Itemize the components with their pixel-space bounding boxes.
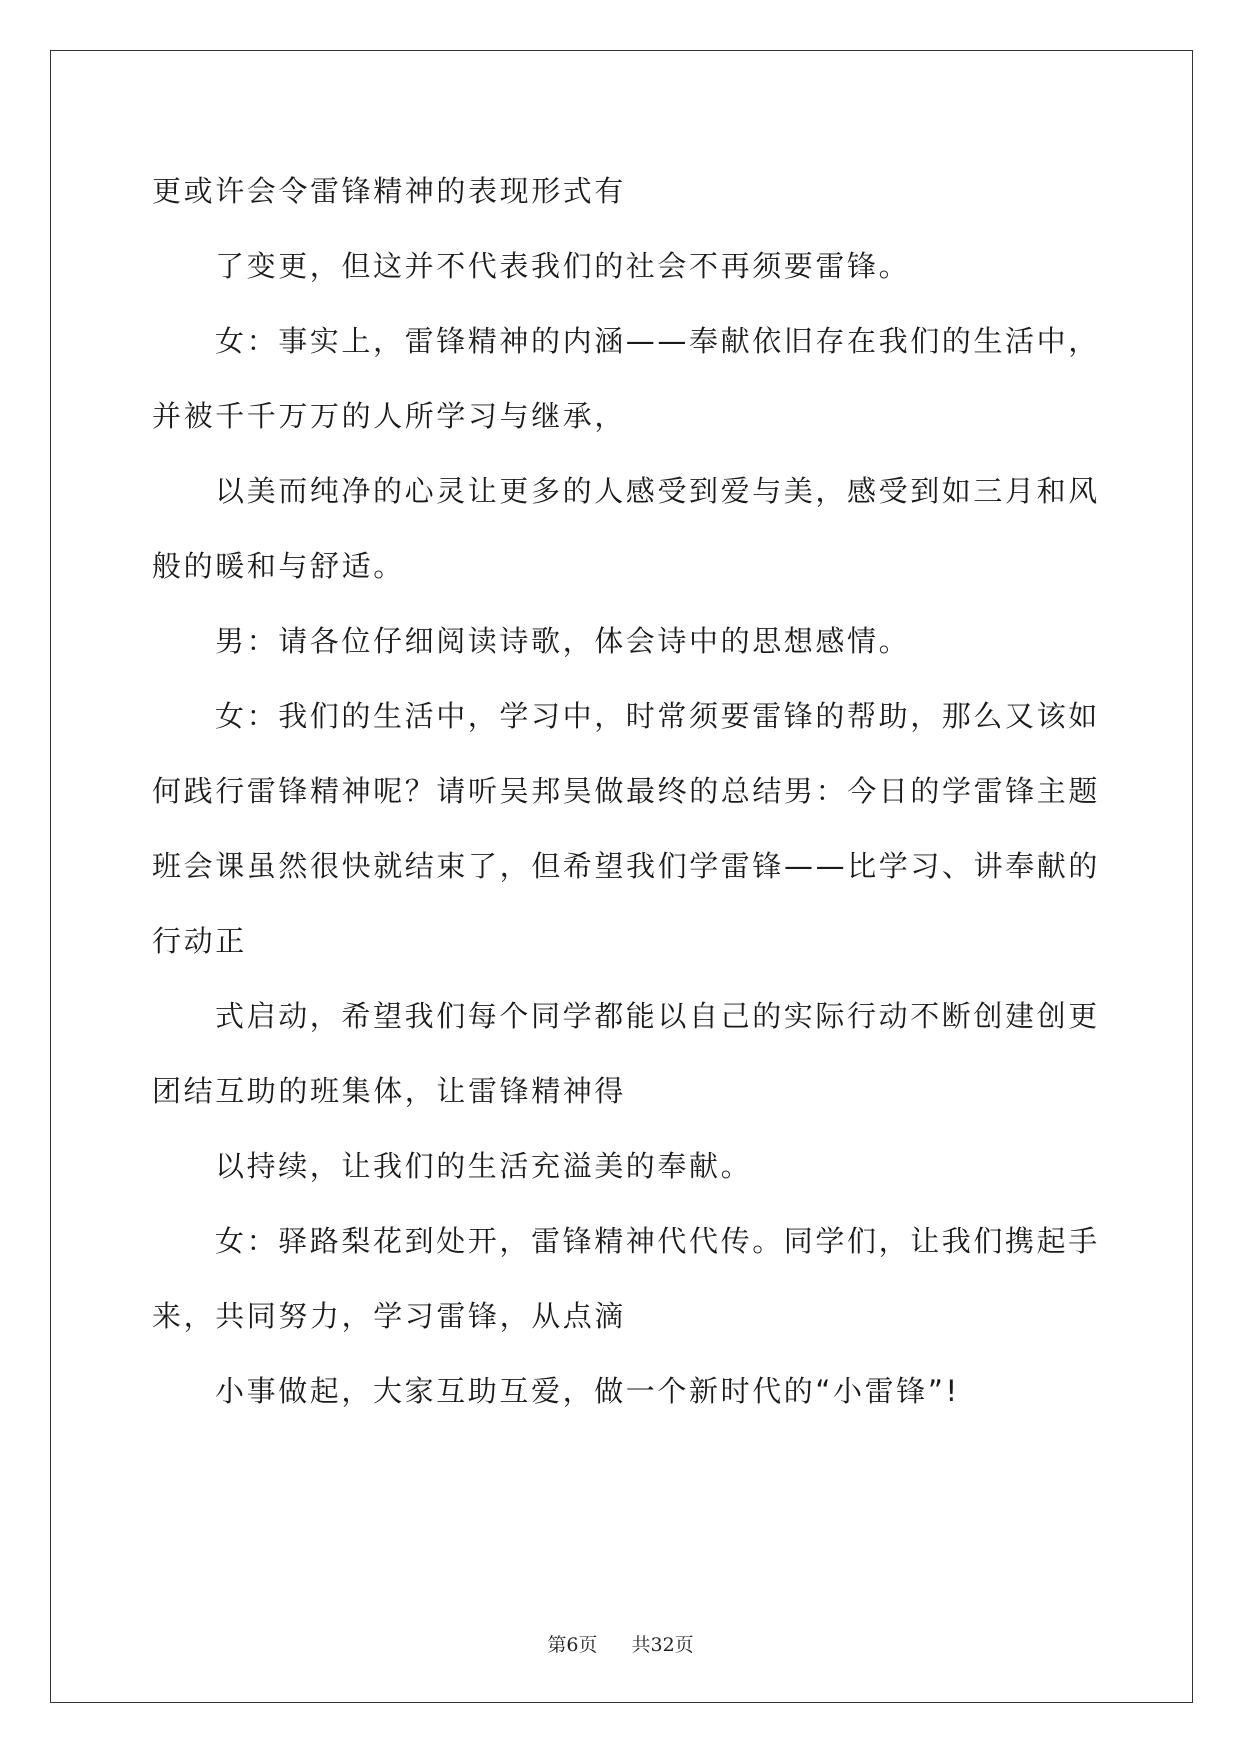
page-footer <box>0 1630 1241 1657</box>
text-line-9: 何践行雷锋精神呢？请听吴邦昊做最终的总结男：今日的学雷锋主题 <box>152 774 1101 808</box>
text-line-12: 式启动，希望我们每个同学都能以自己的实际行动不断创建创更 <box>215 999 1100 1033</box>
text-line-2: 了变更，但这并不代表我们的社会不再须要雷锋。 <box>215 249 911 283</box>
page-total: 共32页 <box>631 1634 694 1656</box>
text-line-6: 般的暖和与舒适。 <box>152 549 405 583</box>
document-body <box>152 168 1101 1443</box>
text-line-13: 团结互助的班集体，让雷锋精神得 <box>152 1074 627 1108</box>
page-number: 第6页 <box>547 1634 598 1656</box>
text-line-7: 男：请各位仔细阅读诗歌，体会诗中的思想感情。 <box>215 624 911 658</box>
text-line-8: 女：我们的生活中，学习中，时常须要雷锋的帮助，那么又该如 <box>215 699 1100 733</box>
text-line-4: 并被千千万万的人所学习与继承， <box>152 399 627 433</box>
text-line-17: 小事做起，大家互助互爱，做一个新时代的“小雷锋”! <box>215 1374 960 1408</box>
text-line-15: 女：驿路梨花到处开，雷锋精神代代传。同学们，让我们携起手 <box>215 1224 1100 1258</box>
text-line-5: 以美而纯净的心灵让更多的人感受到爱与美，感受到如三月和风 <box>215 474 1100 508</box>
text-line-11: 行动正 <box>152 924 247 958</box>
text-line-14: 以持续，让我们的生活充溢美的奉献。 <box>215 1149 753 1183</box>
text-line-16: 来，共同努力，学习雷锋，从点滴 <box>152 1299 627 1333</box>
text-line-10: 班会课虽然很快就结束了，但希望我们学雷锋——比学习、讲奉献的 <box>152 849 1101 883</box>
text-line-3: 女：事实上，雷锋精神的内涵——奉献依旧存在我们的生活中， <box>215 324 1100 358</box>
text-line-1: 更或许会令雷锋精神的表现形式有 <box>152 174 627 208</box>
